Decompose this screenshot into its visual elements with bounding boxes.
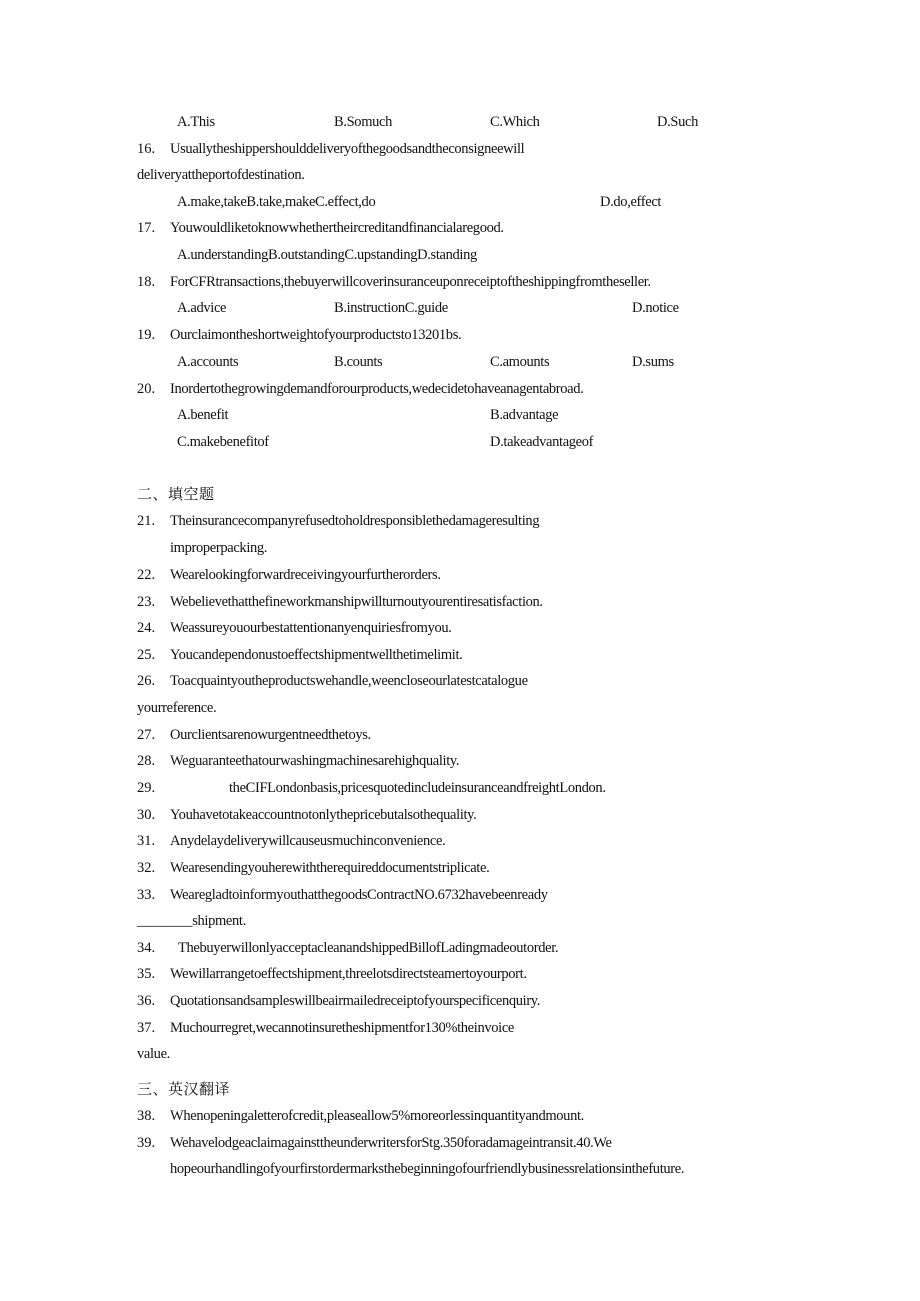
q15-option-c: C.Which xyxy=(490,114,540,130)
q18-number: 18. xyxy=(137,274,156,290)
q28-text: Weguaranteethatourwashingmachinesarehighquality. xyxy=(170,753,460,769)
q29-number: 29. xyxy=(137,780,156,796)
q24-number: 24. xyxy=(137,620,156,636)
q36-text: Quotationsandsampleswillbeairmailedreceiptofyourspecificenquiry. xyxy=(170,993,541,1009)
q17-text: Youwouldliketoknowwhethertheircreditandfinancialaregood. xyxy=(170,220,504,236)
q31-text: Anydelaydeliverywillcauseusmuchinconvenience. xyxy=(170,833,446,849)
q20-option-d: D.takeadvantageof xyxy=(490,434,594,450)
q33-number: 33. xyxy=(137,887,156,903)
q25-number: 25. xyxy=(137,647,156,663)
q33-text-line1: WearegladtoinformyouthatthegoodsContractNO.6732havebeenready xyxy=(170,887,548,903)
q18-text: ForCFRtransactions,thebuyerwillcoverinsuranceuponreceiptoftheshippingfromtheseller. xyxy=(170,274,651,290)
q19-option-a: A.accounts xyxy=(177,354,239,370)
q32-text: Wearesendingyouherewiththerequireddocumentstriplicate. xyxy=(170,860,490,876)
q17-options: A.understandingB.outstandingC.upstandingD.standing xyxy=(177,247,477,263)
q15-option-d: D.Such xyxy=(657,114,698,130)
q25-text: Youcandependonustoeffectshipmentwellthetimelimit. xyxy=(170,647,463,663)
q19-option-d: D.sums xyxy=(632,354,674,370)
q19-text: Ourclaimontheshortweightofyourproductsto13201bs. xyxy=(170,327,462,343)
q37-text-line2: value. xyxy=(137,1046,170,1062)
q37-number: 37. xyxy=(137,1020,156,1036)
q34-number: 34. xyxy=(137,940,156,956)
q24-text: Weassureyouourbestattentionanyenquiriesfromyou. xyxy=(170,620,452,636)
q39-text-line1: WehavelodgeaclaimagainsttheunderwritersforStg.350foradamageintransit.40.We xyxy=(170,1135,612,1151)
q38-number: 38. xyxy=(137,1108,156,1124)
q15-option-b: B.Somuch xyxy=(334,114,393,130)
section-2-title: 二、填空题 xyxy=(137,485,215,503)
q30-number: 30. xyxy=(137,807,156,823)
q23-number: 23. xyxy=(137,594,156,610)
q18-options-bc: B.instructionC.guide xyxy=(334,300,448,316)
q19-number: 19. xyxy=(137,327,156,343)
q16-options-abc: A.make,takeB.take,makeC.effect,do xyxy=(177,194,376,210)
q17-number: 17. xyxy=(137,220,156,236)
q38-text: Whenopeningaletterofcredit,pleaseallow5%moreorlessinquantityandmount. xyxy=(170,1108,584,1124)
q26-number: 26. xyxy=(137,673,156,689)
q16-number: 16. xyxy=(137,141,156,157)
q30-text: Youhavetotakeaccountnotonlythepricebutalsothequality. xyxy=(170,807,477,823)
q20-number: 20. xyxy=(137,381,156,397)
q21-text-line1: Theinsurancecompanyrefusedtoholdresponsiblethedamageresulting xyxy=(170,513,540,529)
q20-text: Inordertothegrowingdemandforourproducts,wedecidetohaveanagentabroad. xyxy=(170,381,584,397)
q39-number: 39. xyxy=(137,1135,156,1151)
q20-option-b: B.advantage xyxy=(490,407,559,423)
q28-number: 28. xyxy=(137,753,156,769)
q32-number: 32. xyxy=(137,860,156,876)
q33-text-line2: ________shipment. xyxy=(137,913,246,929)
q26-text-line2: yourreference. xyxy=(137,700,217,716)
q20-option-c: C.makebenefitof xyxy=(177,434,269,450)
q35-text: Wewillarrangetoeffectshipment,threelotsdirectsteamertoyourport. xyxy=(170,966,527,982)
q18-option-a: A.advice xyxy=(177,300,227,316)
q36-number: 36. xyxy=(137,993,156,1009)
q29-text: theCIFLondonbasis,pricesquotedincludeinsuranceandfreightLondon. xyxy=(229,780,606,796)
q16-text-line1: Usuallytheshippershoulddeliveryofthegoodsandtheconsigneewill xyxy=(170,141,525,157)
q21-number: 21. xyxy=(137,513,156,529)
q22-number: 22. xyxy=(137,567,156,583)
q27-text: Ourclientsarenowurgentneedthetoys. xyxy=(170,727,371,743)
q16-text-line2: deliveryattheportofdestination. xyxy=(137,167,305,183)
q34-text: ThebuyerwillonlyacceptacleanandshippedBillofLadingmadeoutorder. xyxy=(178,940,559,956)
q19-option-b: B.counts xyxy=(334,354,383,370)
q21-text-line2: improperpacking. xyxy=(170,540,268,556)
q16-option-d: D.do,effect xyxy=(600,194,662,210)
q26-text-line1: Toacquaintyoutheproductswehandle,weencloseourlatestcatalogue xyxy=(170,673,528,689)
q19-option-c: C.amounts xyxy=(490,354,550,370)
q15-option-a: A.This xyxy=(177,114,215,130)
q23-text: Webelievethatthefineworkmanshipwillturnoutyourentiresatisfaction. xyxy=(170,594,543,610)
q39-text-line2: hopeourhandlingofyourfirstordermarksthebeginningofourfriendlybusinessrelationsinthefuture. xyxy=(170,1161,685,1177)
q22-text: Wearelookingforwardreceivingyourfurtherorders. xyxy=(170,567,441,583)
q27-number: 27. xyxy=(137,727,156,743)
q37-text-line1: Muchourregret,wecannotinsuretheshipmentfor130%theinvoice xyxy=(170,1020,514,1036)
q20-option-a: A.benefit xyxy=(177,407,229,423)
q35-number: 35. xyxy=(137,966,156,982)
section-3-title: 三、英汉翻译 xyxy=(137,1080,231,1098)
q18-option-d: D.notice xyxy=(632,300,679,316)
q31-number: 31. xyxy=(137,833,156,849)
